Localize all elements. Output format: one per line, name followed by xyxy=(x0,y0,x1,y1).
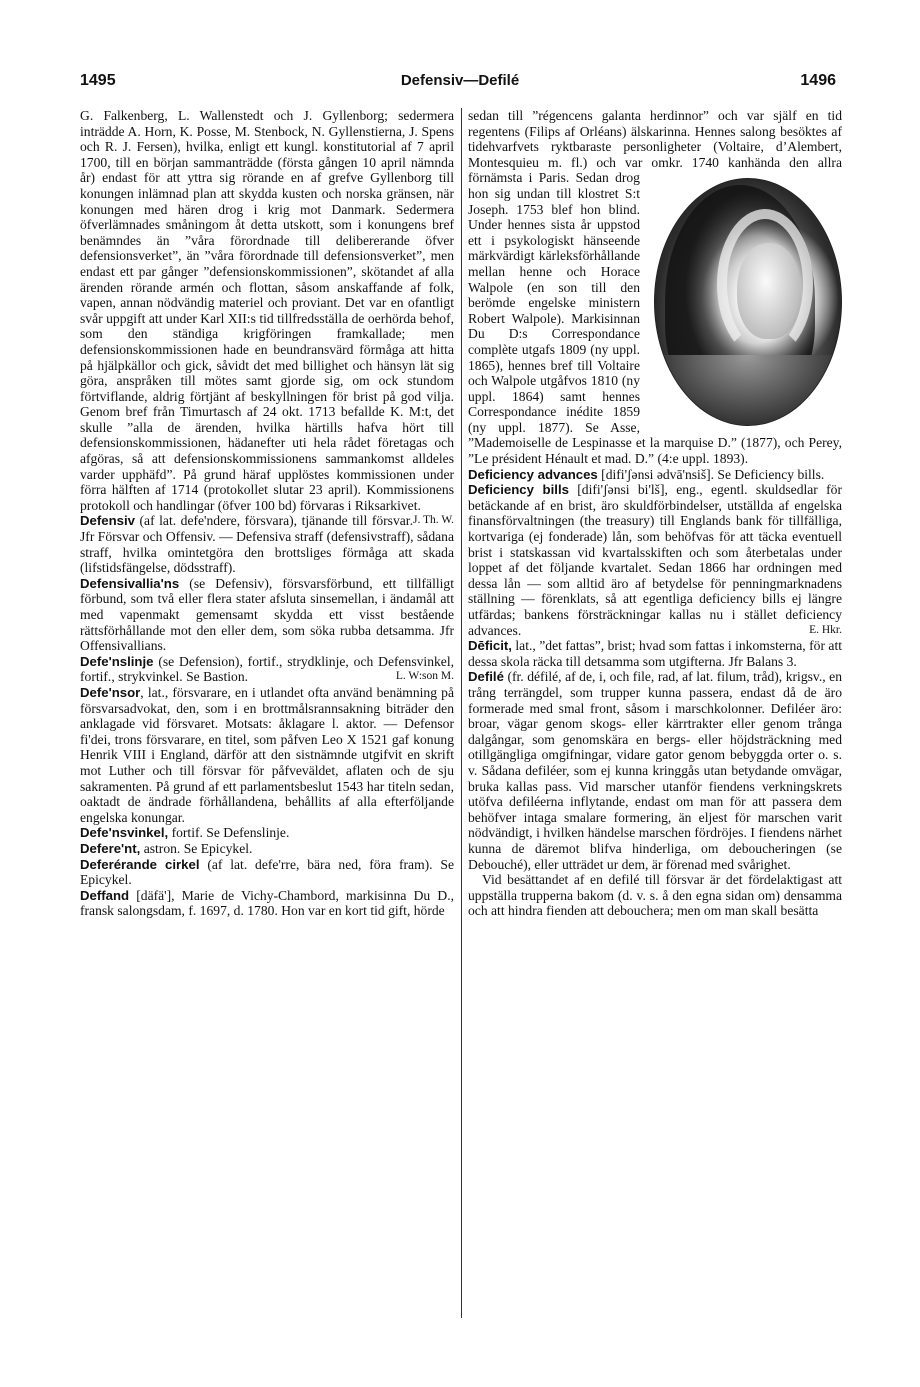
entry-text: Vid besättandet af en defilé till försvar är det fördelaktigast att uppställa trupperna bakom (d. v. s. å den egna sidan om) densamma och att hindra fienden att debouchera; men om man skall besätta xyxy=(468,872,842,919)
entry-text: G. Falkenberg, L. Wallenstedt och J. Gyllenborg; sedermera inträdde A. Horn, K. Posse, M. Stenbock, N. Gyllenstierna, J. Spens och R. J. Fersen), hvilka, enligt ett kungl. konstitutorial af 7 april 1700, till en början sammanträdde (första gången 10 april nämnda år) endast för att yttra sig rörande en af grefve Gyllenborg till konungen inlämnad plan att skydda kusten och norska gränsen, när konungen med hären drog i krig mot Danmark. Sedermera öfverlämnades småningom åt detta utskott, som i konungens bref benämndes än ”våra förordnade till delibererande öfver defensionsverket”, än ”våra förordnade till defensionsverket”, men endast ett par gånger ”defensionskommissionen”, skötandet af alla ärenden rörande armén och flottan, såsom anskaffande af folk, vapen, annan nödvändig materiel och proviant. Det var en ofantligt svår uppgift att under Karl XII:s tid tillfredsställa de oerhörda behof, som den ständiga krigföringen framkallade; men defensionskommissionen hade en beundransvärd förmåga att hitta på hjälpkällor och gick, såvidt det med billighet och hänsyn lät sig göra, anspråken till mötes samt gjorde sig, om ock stundom förtviflande, aldrig förtjänt af beskyllningen för brist på god vilja. Genom bref från Timurtasch af 24 okt. 1713 befallde K. M:t, det skulle ”alla de ärenden, hvilka härtills hafva hört till defensionskommissionen, hädanefter uti hela rådet företagas och afgöras, så att defensionskommissionens sammankomst alldeles varder upphäfd”. På grund häraf upplöstes kommissionen under förra hälften af 1714 (protokollet slutar 23 april). Kommissionens protokoll och handlingar (öfver 100 bd) förvaras i Riksarkivet. xyxy=(80,108,454,513)
left-column xyxy=(80,108,454,1322)
running-title: Defensiv—Deﬁlé xyxy=(400,72,520,89)
portrait-oval-image xyxy=(654,178,842,426)
author-signature: L. W:son M. xyxy=(395,670,454,683)
entry-text: sedan till ”régencens galanta herdinnor” och var själf en tid regentens (Filips af Orléans) älskarinna. Hennes salong besöktes af tidehvarfvets ryktbaraste personligheter (Voltaire, d’Alembert, Montesquieu m. fl.) och var omkr. 1740 kanhända den allra förnämsta i Paris. xyxy=(468,108,842,186)
entry-defensiv xyxy=(80,513,454,575)
entry-defile-paragraph xyxy=(468,872,842,919)
right-column xyxy=(468,108,842,1322)
headword: Deficiency advances xyxy=(468,466,598,482)
entry-text: (af lat. defe'rre, bära ned, föra fram). Se Epicykel. xyxy=(80,856,454,888)
page-header xyxy=(0,72,920,94)
entry-defensor xyxy=(80,685,454,825)
headword: Defe'nsor xyxy=(80,684,141,700)
entry-text: [däfä'], Marie de Vichy-Chambord, markisinna Du D., fransk salongsdam, f. 1697, d. 1780. Hon var en kort tid gift, hörde xyxy=(80,887,454,919)
headword: Dēficit, xyxy=(468,638,512,654)
entry-defensvinkel xyxy=(80,825,454,841)
entry-deffand-continued xyxy=(468,108,842,467)
headword: Deferérande cirkel xyxy=(80,856,200,872)
entry-defile xyxy=(468,669,842,872)
entry-text: (se Defensiv), försvarsförbund, ett tillfälligt förbund, som två eller flera stater afsluta sinsemellan, i ändamål att med vapenmakt gemensamt skydda ett visst bestående rättsförhållande mot den eller dem, som söka rubba detsamma. Jfr Offensivallians. xyxy=(80,575,454,654)
author-signature: J. Th. W. xyxy=(412,514,454,527)
entry-text: (af lat. defe'ndere, försvara), tjänande till försvar. Jfr Försvar och Offensiv. — Defensiva straff (defensivstraff), sådana straff, hvilka omintetgöra den brottsliges förmåga att skada (lifstidsfängelse, dödsstraff). xyxy=(80,513,454,576)
entry-deferande-cirkel xyxy=(80,857,454,888)
author-signature: E. Hkr. xyxy=(809,623,842,636)
headword: Deficiency bills xyxy=(468,482,569,498)
entry-text: (se Defension), fortif., strydklinje, och Defensvinkel, fortif., strykvinkel. Se Bastion. xyxy=(80,653,454,685)
column-divider xyxy=(461,108,462,1318)
entry-deficiency-advances xyxy=(468,467,842,483)
entry-text: [difi'ʃənsi ədvā'nsiš]. Se Deficiency bills. xyxy=(597,466,825,482)
portrait-illustration xyxy=(646,170,842,432)
entry-text: [difi'ʃənsi bi'lš], eng., egentl. skuldsedlar för betäckande af en brist, äro skuldförbindelser, utställda af engelska finansförvaltningen (the treasury) till Englands bank för tillfälliga, kortvariga (ej fonderade) lån, som behöfvas för att täcka eventuell brist i statskassan vid kvartalsskiften och som återbetalas under loppet af det följande kvartalet. Sedan 1866 har ordningen med dessa lån — som alltid äro af betydelse för penningmarknadens ställning — förenklats, så att egentliga deficiency bills ej längre utfärdas; bankens försträckningar kallas nu i stället deficiency advances. xyxy=(468,482,842,638)
entry-deffand xyxy=(80,888,454,919)
headword: Defensivallia'ns xyxy=(80,575,180,591)
headword: Defensiv xyxy=(80,513,135,529)
page-number-left: 1495 xyxy=(80,72,116,89)
entry-deficiency-bills xyxy=(468,482,842,638)
entry-text: lat., ”det fattas”, brist; hvad som fattas i inkomsterna, för att dessa skola räcka till detsamma som utgifterna. Jfr Balans 3. xyxy=(468,638,842,669)
entry-deficit xyxy=(468,638,842,669)
headword: Deffand xyxy=(80,887,130,903)
headword: Deﬁlé xyxy=(468,669,504,685)
entry-text: (fr. défilé, af de, i, och file, rad, af lat. filum, tråd), krigsv., en trång terrängdel, som trupper kunna passera, endast då de äro formerade med smal front, såsom i marschkolonner. Defiléer äro: broar, vägar genom skogs- eller kärrtrakter eller genom trånga dalgångar, som genomskära en bergs- eller höjdsträckning med otillgängliga omgifningar, vidare gator genom bebyggda orter o. s. v. Sådana defiléer, som ej kunna kringgås utan betydande omvägar, bruka kallas pass. Vid marscher utanför fiendens verkningskrets utöfva defiléerna inflytande, endast om man för att passera dem behöfver intaga smalare formering, än eljest för marschen varit nödvändigt, i hvilken händelse marschen fördröjes. I fiendens närhet kunna de däremot blifva hinderliga, om deboucheringen (se Debouché), eller utträdet ur dem, är förenad med svårighet. xyxy=(468,669,842,872)
entry-text: Sedan drog hon sig undan till klostret S:t Joseph. 1753 blef hon blind. Under hennes sista år uppstod ett i psykologiskt hänseende märkvärdigt kärleksförhållande mellan henne och Horace Walpole (en son till den berömde engelske ministern Robert Walpole). Markisinnan Du D:s Correspondance complète utgafs 1809 (ny uppl. 1865), hennes bref till Voltaire och Walpole utgåfvos 1810 (ny uppl. 1864) samt hennes Correspondance inédite 1859 (ny uppl. 1877). Se Asse, ”Mademoiselle de Lespinasse et la marquise D.” (1877), och Perey, ”Le président Hénault et mad. D.” (4:e uppl. 1893). xyxy=(468,170,842,467)
entry-deferent xyxy=(80,841,454,857)
entry-defenslinje xyxy=(80,654,454,685)
headword: Defe'nslinje xyxy=(80,653,154,669)
entry-text: fortif. Se Defenslinje. xyxy=(168,825,290,841)
page-number-right: 1496 xyxy=(800,72,836,89)
entry-defensivallians xyxy=(80,576,454,654)
entry-text: astron. Se Epicykel. xyxy=(140,840,253,856)
entry-text: , lat., försvarare, en i utlandet ofta använd benämning på försvarsadvokat, den, som i en brottmålsrannsakning biträder den anklagade vid försvaret. Motsats: åklagare l. aktor. — Defensor fi'dei, trons försvarare, en titel, som påfven Leo X 1521 gaf konung Henrik VIII i England, därför att den sistnämnde utgifvit en skrift mot Luther och till försvar för påfveväldet, aflaten och de sju sakramenten. På grund af ett parlamentsbeslut 1543 har titeln sedan, oaktadt de ändrade förhållandena, behållits af alla efterföljande engelska konungar. xyxy=(80,684,454,825)
headword: Defere'nt, xyxy=(80,840,141,856)
headword: Defe'nsvinkel, xyxy=(80,825,169,841)
